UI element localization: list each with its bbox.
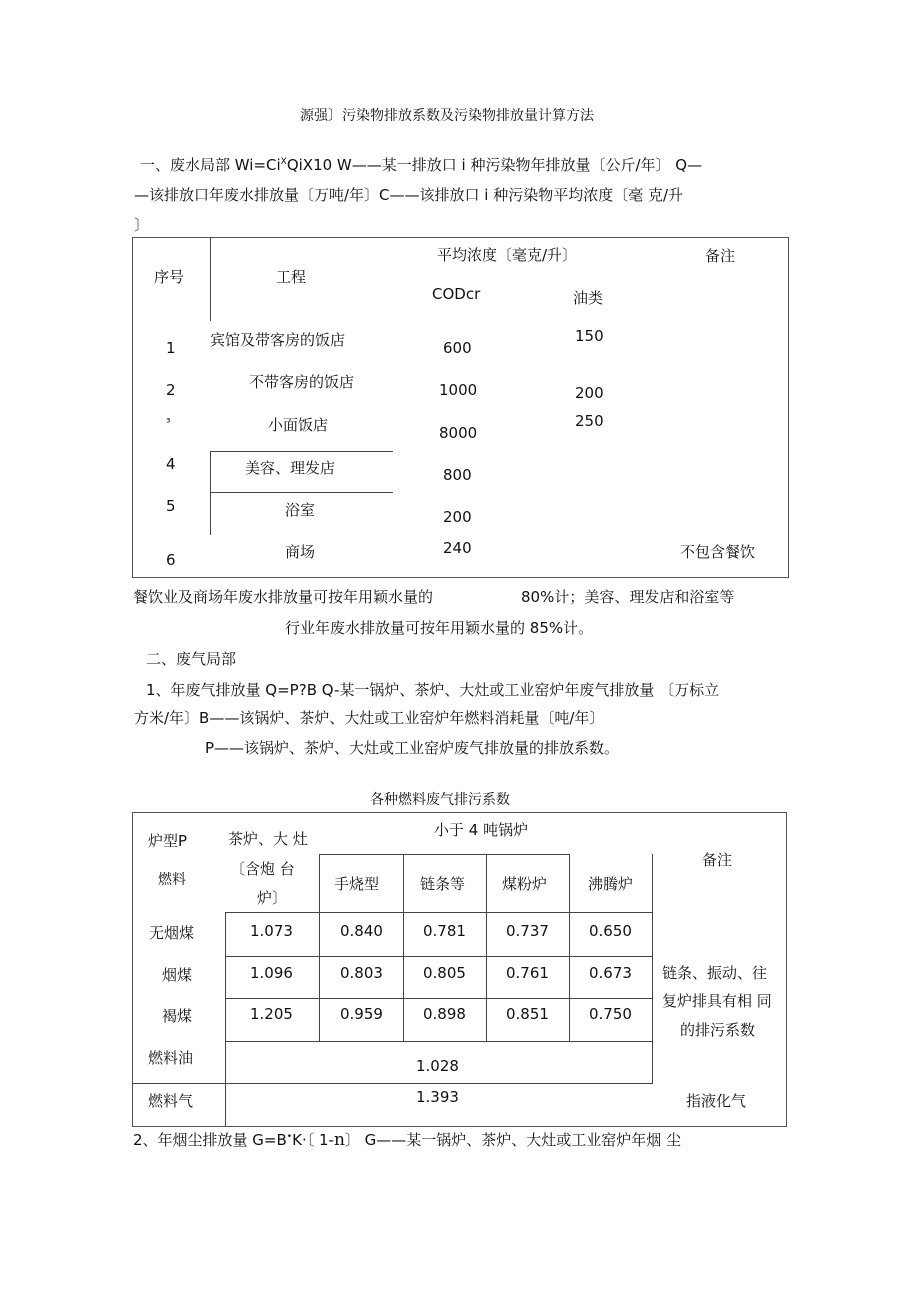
row-oil: 150 [575,327,604,345]
item2-formula-b: K·〔 1- [292,1131,334,1149]
fuel-oil-label: 燃料油 [148,1049,194,1067]
exhaust-grid-line [319,854,569,855]
exhaust-item1-line1: 1、年废气排放量 Q=P?B Q-某一锅炉、茶炉、大灶或工业窑炉年废气排放量 〔万标立 [146,681,720,699]
row-name: 浴室 [285,501,316,519]
header-cod: CODcr [432,285,481,303]
coef-value: 0.959 [340,1005,383,1023]
h-fuel: 燃料 [158,872,186,888]
wastewater-formula-sup: X [280,157,287,167]
header-avg-concentration: 平均浓度〔毫克/升〕 [437,246,578,264]
exhaust-grid-line [225,912,226,1126]
coef-value: 0.805 [423,964,466,982]
row-name: 美容、理发店 [245,459,336,477]
row-oil: 250 [575,412,604,430]
exhaust-grid-line [132,1083,225,1084]
exhaust-grid-line [225,1041,652,1042]
row-no: 2 [166,381,176,399]
row-name: 不带客房的饭店 [249,373,355,391]
h-fluidized: 沸腾炉 [588,875,634,893]
fuel-gas-note: 指液化气 [686,1092,747,1110]
h-tea-stove-1: 茶炉、大 灶 [228,830,308,848]
wastewater-intro-line2: —该排放口年废水排放量〔万吨/年〕C——该排放口 i 种污染物平均浓度〔毫 克/升 [134,186,684,204]
row-cod: 1000 [439,381,478,399]
coef-value: 1.096 [250,964,293,982]
exhaust-grid-line [225,956,652,957]
h-tea-stove-3: 炉〕 [257,889,288,907]
row-cod: 600 [443,339,472,357]
row-cod: 800 [443,466,472,484]
h-pulverized: 煤粉炉 [502,875,548,893]
exhaust-grid-line [403,854,404,1041]
coef-value: 1.073 [250,922,293,940]
coef-value: 0.851 [506,1005,549,1023]
fuel-label: 无烟煤 [149,924,195,942]
coef-value: 0.673 [589,964,632,982]
fuel-oil-value: 1.028 [416,1057,459,1075]
fuel-label: 烟煤 [162,966,193,984]
h-hand-fired: 手烧型 [334,875,380,893]
row-note: 不包含餐饮 [680,543,756,561]
item2-eta: n [333,1130,345,1150]
fuel-label: 褐煤 [162,1007,193,1025]
wastewater-intro-line1 [140,154,702,175]
coal-note-line2: 复炉排具有相 同 [662,992,772,1010]
exhaust-table-title: 各种燃料废气排污系数 [370,792,510,808]
row-name: 小面饭店 [268,416,329,434]
page-title: 源强〕污染物排放系数及污染物排放量计算方法 [300,108,594,124]
item2-formula-c: 〕 G——某一锅炉、茶炉、大灶或工业窑炉年烟 尘 [344,1131,682,1149]
coef-value: 0.781 [423,922,466,940]
wastewater-table-divider [210,451,393,452]
h-note: 备注 [702,851,733,869]
exhaust-item2 [133,1129,681,1150]
exhaust-grid-line [652,854,653,1084]
exhaust-grid-line [225,1083,652,1084]
h-small-boiler: 小于 4 吨锅炉 [434,821,529,839]
item2-formula-a: 2、年烟尘排放量 G=B [133,1131,287,1149]
header-note: 备注 [705,247,736,265]
row-oil: 200 [575,384,604,402]
header-oil: 油类 [573,289,604,307]
row-no: 6 [166,551,176,569]
row-no: ³ [166,416,171,429]
coal-note-line1: 链条、振动、往 [662,964,768,982]
row-no: 1 [166,339,176,357]
exhaust-grid-line [486,854,487,1041]
row-name: 商场 [285,543,316,561]
coal-note-line3: 的排污系数 [680,1021,756,1039]
wastewater-intro-line3: 〕 [134,216,150,234]
row-cod: 8000 [439,424,478,442]
wastewater-note-line2: 行业年废水排放量可按年用颖水量的 85%计。 [285,619,594,637]
wastewater-formula-b: QiX10 W——某一排放口 i 种污染物年排放量〔公斤/年〕 Q— [286,156,703,174]
exhaust-grid-line [225,912,652,913]
fuel-gas-value: 1.393 [416,1088,459,1106]
exhaust-grid-line [225,998,652,999]
wastewater-note-line1a: 餐饮业及商场年废水排放量可按年用颖水量的 [133,588,434,606]
header-project: 工程 [276,268,307,286]
exhaust-grid-line [319,854,320,1041]
coef-value: 0.750 [589,1005,632,1023]
h-chain-grate: 链条等 [420,875,466,893]
row-name: 宾馆及带客房的饭店 [210,331,346,349]
wastewater-table-divider [210,238,211,321]
row-cod: 200 [443,508,472,526]
wastewater-note-line1b: 80%计；美容、理发店和浴室等 [521,588,735,606]
exhaust-item1-line2: 方米/年〕B——该锅炉、茶炉、大灶或工业窑炉年燃料消耗量〔吨/年〕 [134,709,605,727]
exhaust-item1-line3: P——该锅炉、茶炉、大灶或工业窑炉废气排放量的排放系数。 [205,739,620,757]
wastewater-table-divider [210,492,393,493]
header-seq: 序号 [154,268,185,286]
row-no: 4 [166,455,176,473]
row-no: 5 [166,497,176,515]
wastewater-table-divider [210,451,211,535]
h-furnace-type: 炉型P [148,832,188,850]
h-tea-stove-2: 〔含炮 台 [230,860,295,878]
item2-dot: • [286,1132,293,1142]
coef-value: 0.803 [340,964,383,982]
coef-value: 0.761 [506,964,549,982]
wastewater-formula-a: 一、废水局部 Wi=Ci [140,156,281,174]
coef-value: 0.737 [506,922,549,940]
coef-value: 0.650 [589,922,632,940]
exhaust-heading: 二、废气局部 [146,650,237,668]
coef-value: 0.840 [340,922,383,940]
fuel-gas-label: 燃料气 [148,1092,194,1110]
exhaust-grid-line [569,854,570,1041]
coef-value: 0.898 [423,1005,466,1023]
row-cod: 240 [443,539,472,557]
coef-value: 1.205 [250,1005,293,1023]
